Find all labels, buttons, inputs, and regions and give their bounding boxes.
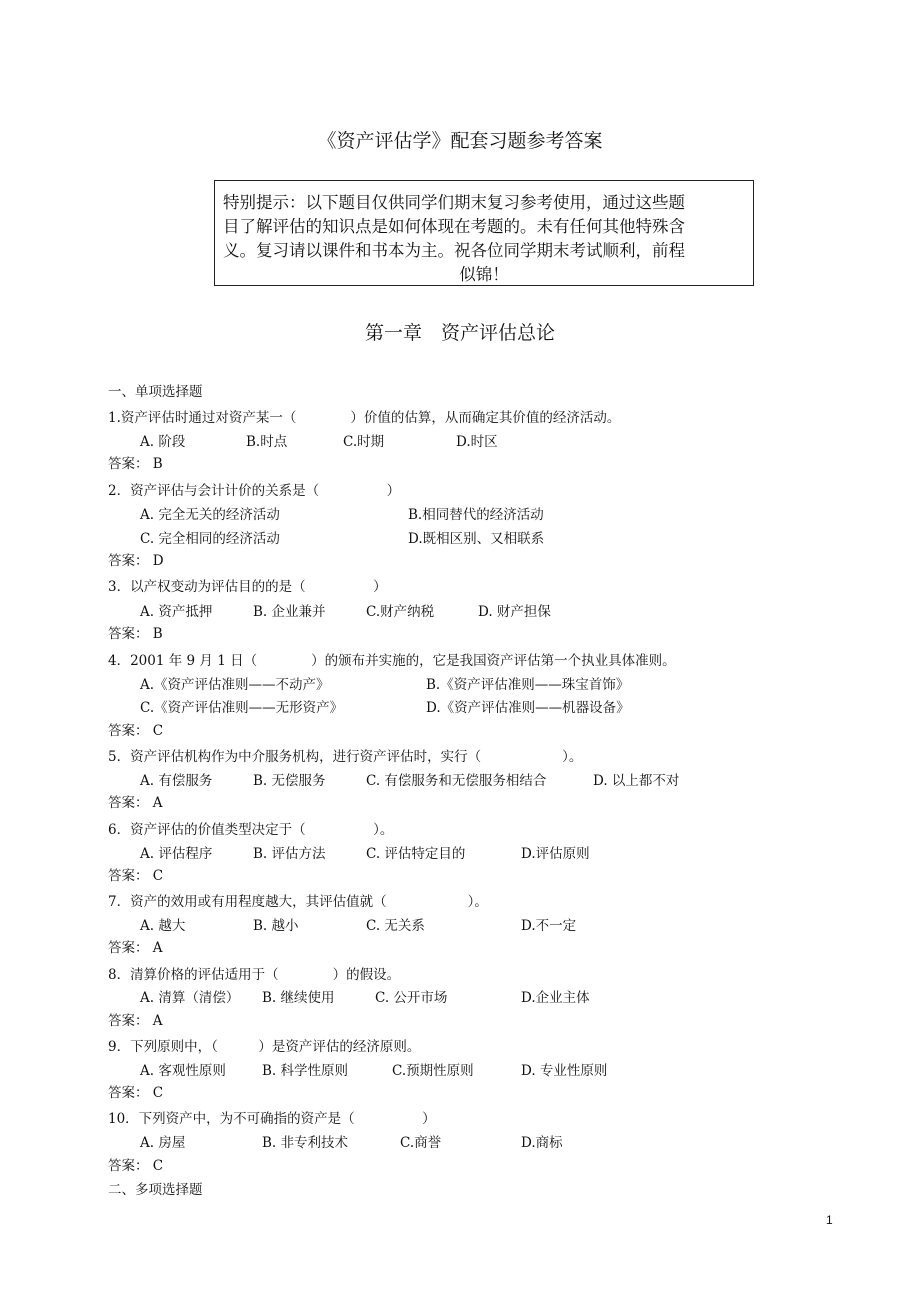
option: D. 以上都不对 [593,773,680,789]
answer: 答案： C [108,868,164,884]
answer: 答案： B [108,456,163,472]
option: B. 企业兼并 [253,604,326,620]
question-text: 7．资产的效用或有用程度越大，其评估值就（ ）。 [108,894,488,910]
option: A. 评估程序 [140,846,213,862]
option: B.相同替代的经济活动 [408,507,544,523]
answer: 答案： A [108,795,163,811]
document-title: 《资产评估学》配套习题参考答案 [317,130,603,152]
question-text: 5．资产评估机构作为中介服务机构，进行资产评估时，实行（ ）。 [108,749,583,765]
chapter-heading: 第一章 资产评估总论 [364,322,555,344]
option: C.时期 [343,434,385,450]
notice-line: 义。复习请以课件和书本为主。祝各位同学期末考试顺利，前程 [223,241,685,260]
option: C. 评估特定目的 [366,846,466,862]
question-text: 3．以产权变动为评估目的的是（ ） [108,579,387,595]
option: A. 清算（清偿） [140,990,240,1006]
option: C.商誉 [400,1135,442,1151]
option: B. 越小 [253,918,299,934]
option: D.企业主体 [521,990,590,1006]
option: A. 资产抵押 [140,604,213,620]
option: A. 房屋 [140,1135,186,1151]
option: B. 非专利技术 [262,1135,349,1151]
answer: 答案： A [108,940,163,956]
option: A. 阶段 [140,434,186,450]
question-text: 8．清算价格的评估适用于（ ）的假设。 [108,967,401,983]
option: D.《资产评估准则——机器设备》 [426,700,630,716]
option: D.时区 [456,434,498,450]
option: A. 客观性原则 [140,1063,226,1079]
question-text: 9．下列原则中，（ ）是资产评估的经济原则。 [108,1039,421,1055]
option: B.时点 [246,434,288,450]
question-text: 6．资产评估的价值类型决定于（ ）。 [108,822,394,838]
option: A. 有偿服务 [140,773,213,789]
notice-line: 特别提示：以下题目仅供同学们期末复习参考使用，通过这些题 [223,193,685,212]
option: A. 完全无关的经济活动 [140,507,280,523]
option: B. 科学性原则 [262,1063,349,1079]
option: B.《资产评估准则——珠宝首饰》 [426,677,630,693]
answer: 答案： D [108,553,164,569]
option: D.评估原则 [521,846,590,862]
question-text: 1.资产评估时通过对资产某一（ ）价值的估算，从而确定其价值的经济活动。 [108,410,621,426]
option: B. 评估方法 [253,846,326,862]
option: D.不一定 [521,918,577,934]
option: D. 财产担保 [478,604,551,620]
question-text: 4．2001 年 9 月 1 日（ ）的颁布并实施的，它是我国资产评估第一个执业具体准则。 [108,653,676,669]
option: C. 公开市场 [375,990,448,1006]
option: C. 有偿服务和无偿服务相结合 [366,773,547,789]
question-text: 10．下列资产中，为不可确指的资产是（ ） [108,1111,436,1127]
option: C.预期性原则 [392,1063,474,1079]
section-heading-single-choice: 一、单项选择题 [108,384,203,400]
question-text: 2．资产评估与会计计价的关系是（ ） [108,483,401,499]
page-number: 1 [826,1213,833,1227]
option: D.商标 [521,1135,563,1151]
option: C.《资产评估准则——无形资产》 [140,700,344,716]
answer: 答案： A [108,1013,163,1029]
option: C. 无关系 [366,918,425,934]
section-heading-multiple-choice: 二、多项选择题 [108,1182,203,1198]
answer: 答案： C [108,1158,164,1174]
option: A. 越大 [140,918,186,934]
option: D. 专业性原则 [521,1063,608,1079]
answer: 答案： C [108,723,164,739]
notice-line: 似锦！ [459,265,509,284]
notice-box [214,180,754,286]
option: C.财产纳税 [366,604,435,620]
option: C. 完全相同的经济活动 [140,531,280,547]
answer: 答案： C [108,1085,164,1101]
option: A.《资产评估准则——不动产》 [140,677,330,693]
option: B. 继续使用 [262,990,335,1006]
notice-line: 目了解评估的知识点是如何体现在考题的。未有任何其他特殊含 [223,217,685,236]
answer: 答案： B [108,626,163,642]
option: B. 无偿服务 [253,773,326,789]
option: D.既相区别、又相联系 [408,531,545,547]
